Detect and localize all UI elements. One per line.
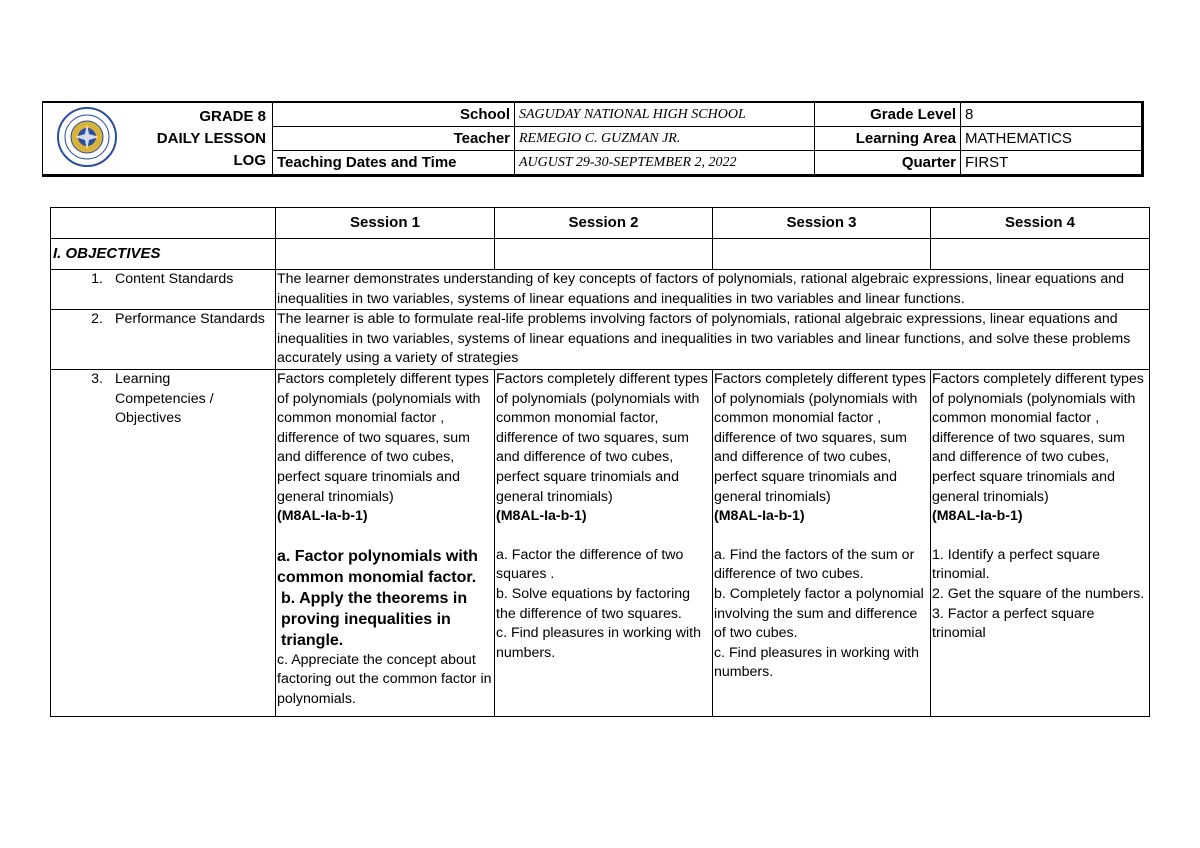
competencies-label-cell (51, 369, 276, 716)
teaching-dates-label: Teaching Dates and Time (273, 151, 515, 176)
session-4-header: Session 4 (931, 208, 1150, 239)
title-line-daily: DAILY LESSON (156, 129, 266, 147)
objectives-cell (276, 239, 495, 270)
objective-a: a. Find the factors of the sum or difference of two cubes. (714, 546, 915, 583)
objective-b: b. Solve equations by factoring the difference of two squares. (496, 585, 691, 622)
objectives-cell (495, 239, 713, 270)
competency-code: (M8AL-Ia-b-1) (932, 508, 1023, 525)
teaching-dates-value: AUGUST 29-30-SEPTEMBER 2, 2022 (515, 151, 815, 176)
competencies-label: Learning Competencies / Objectives (115, 370, 214, 427)
document-title (131, 102, 273, 176)
session-1-competencies (276, 369, 495, 716)
competency-code: (M8AL-Ia-b-1) (277, 508, 368, 525)
objective-3: 3. Factor a perfect square trinomial (932, 605, 1095, 642)
competency-intro: Factors completely different types of polynomials (polynomials with common monomial factor, difference of two squares, sum and difference of two cubes, perfect square trinomials and general trinomials) (496, 370, 708, 505)
objective-a: a. Factor polynomials with common monomial factor. (277, 547, 478, 586)
lesson-table (50, 207, 1150, 717)
row-number: 3. (91, 370, 103, 387)
competency-code: (M8AL-Ia-b-1) (714, 508, 805, 525)
objectives-heading: I. OBJECTIVES (51, 239, 276, 270)
quarter-label: Quarter (815, 151, 961, 176)
school-value: SAGUDAY NATIONAL HIGH SCHOOL (515, 102, 815, 127)
performance-standards-row (51, 310, 1150, 370)
objectives-cell (931, 239, 1150, 270)
competencies-row (51, 369, 1150, 716)
content-standards-text: The learner demonstrates understanding of key concepts of factors of polynomials, rational algebraic expressions, linear equations and inequalities in two variables, systems of linear equations and inequalities in two variables and linear functions. (276, 270, 1150, 310)
session-2-competencies (495, 369, 713, 716)
teacher-label: Teacher (273, 127, 515, 151)
objective-c: c. Find pleasures in working with numbers. (714, 644, 920, 681)
performance-standards-label: Performance Standards (115, 311, 265, 328)
title-line-log: LOG (233, 151, 266, 169)
content-standards-label-cell (51, 270, 276, 310)
deped-seal-cell (43, 102, 131, 176)
content-standards-label: Content Standards (115, 271, 234, 287)
performance-standards-label-cell (51, 310, 276, 370)
grade-level-label: Grade Level (815, 102, 961, 127)
competency-intro: Factors completely different types of polynomials (polynomials with common monomial factor , difference of two squares, sum and difference of two cubes, perfect square trinomials and general trinomials) (714, 370, 926, 505)
row-number: 2. (91, 311, 103, 328)
session-4-competencies (931, 369, 1150, 716)
objective-2: 2. Get the square of the numbers. (932, 585, 1145, 602)
objective-c: c. Appreciate the concept about factoring out the common factor in polynomials. (277, 651, 492, 707)
session-1-header: Session 1 (276, 208, 495, 239)
objective-b: b. Completely factor a polynomial involving the sum and difference of two cubes. (714, 585, 924, 642)
content-standards-row (51, 270, 1150, 310)
objective-1: 1. Identify a perfect square trinomial. (932, 546, 1100, 583)
performance-standards-text: The learner is able to formulate real-life problems involving factors of polynomials, rational algebraic expressions, linear equations and inequalities in two variables, systems of linear equations and inequalities in two variables and linear functions, and solve these problems accurately using a variety of strategies (276, 310, 1150, 370)
session-header-row (51, 208, 1150, 239)
competency-intro: Factors completely different types of polynomials (polynomials with common monomial factor , difference of two squares, sum and difference of two cubes, perfect square trinomials and general trinomials) (277, 370, 489, 505)
objective-a: a. Factor the difference of two squares . (496, 546, 684, 583)
header-table (42, 101, 1144, 177)
row-number: 1. (91, 271, 103, 287)
learning-area-value: MATHEMATICS (961, 127, 1143, 151)
session-3-header: Session 3 (713, 208, 931, 239)
competency-code: (M8AL-Ia-b-1) (496, 508, 587, 525)
deped-seal-icon (56, 106, 118, 168)
teacher-value: REMEGIO C. GUZMAN JR. (515, 127, 815, 151)
session-2-header: Session 2 (495, 208, 713, 239)
grade-level-value: 8 (961, 102, 1143, 127)
objective-b: b. Apply the theorems in proving inequalities in triangle. (281, 589, 468, 649)
learning-area-label: Learning Area (815, 127, 961, 151)
empty-corner-cell (51, 208, 276, 239)
objective-c: c. Find pleasures in working with numbers. (496, 625, 702, 661)
school-label: School (273, 102, 515, 127)
competency-intro: Factors completely different types of polynomials (polynomials with common monomial factor , difference of two squares, sum and difference of two cubes, perfect square trinomials and general trinomials) (932, 370, 1144, 505)
session-3-competencies (713, 369, 931, 716)
title-line-grade: GRADE 8 (199, 107, 266, 125)
objectives-row (51, 239, 1150, 270)
quarter-value: FIRST (961, 151, 1143, 176)
objectives-cell (713, 239, 931, 270)
